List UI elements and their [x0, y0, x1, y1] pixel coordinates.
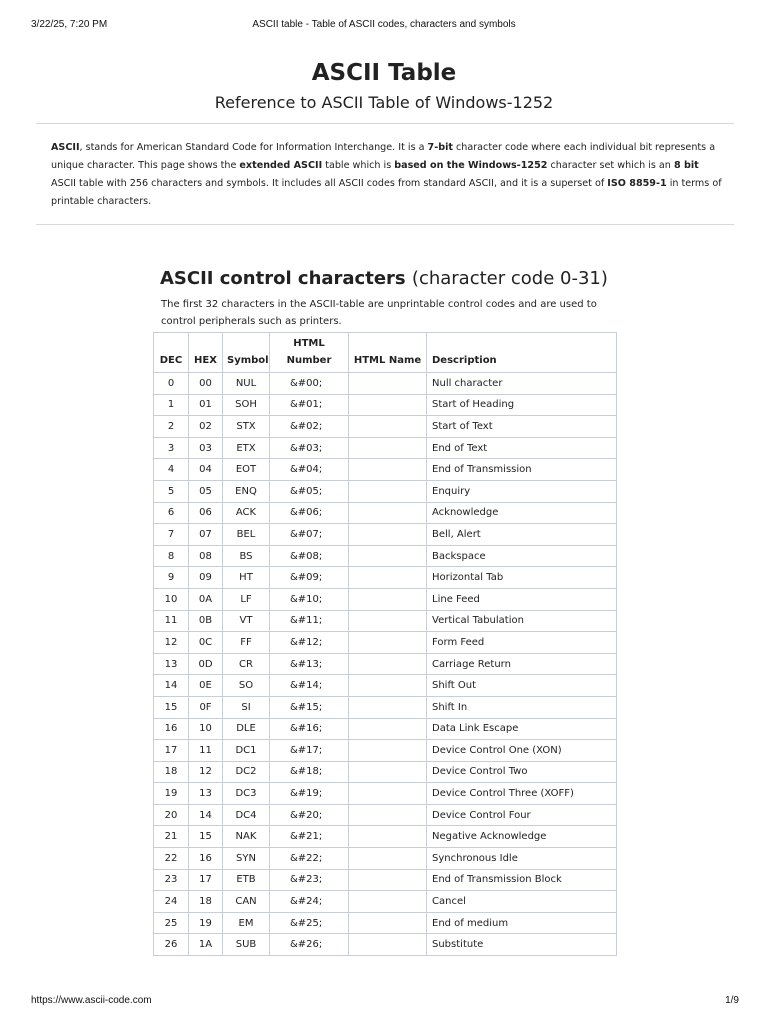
cell-symbol: SYN: [223, 848, 270, 870]
cell-hex: 04: [189, 459, 223, 481]
intro-text-5: ASCII table with 256 characters and symbols. It includes all ASCII codes from standard ASCII, and it is a superset of: [51, 178, 608, 189]
table-row: [154, 804, 617, 826]
cell-description: End of Text: [427, 437, 617, 459]
cell-description: Start of Text: [427, 416, 617, 438]
cell-description: Device Control Three (XOFF): [427, 783, 617, 805]
cell-hex: 10: [189, 718, 223, 740]
cell-hex: 09: [189, 567, 223, 589]
cell-symbol: DLE: [223, 718, 270, 740]
intro-ascii: ASCII: [51, 142, 80, 153]
cell-symbol: ETB: [223, 869, 270, 891]
cell-dec: 11: [154, 610, 189, 632]
cell-html-name: [349, 459, 427, 481]
cell-dec: 13: [154, 653, 189, 675]
table-row: [154, 459, 617, 481]
cell-description: Negative Acknowledge: [427, 826, 617, 848]
cell-symbol: SUB: [223, 934, 270, 956]
cell-hex: 0D: [189, 653, 223, 675]
cell-hex: 07: [189, 524, 223, 546]
cell-dec: 15: [154, 696, 189, 718]
cell-dec: 21: [154, 826, 189, 848]
column-header-html-name: HTML Name: [349, 333, 427, 373]
cell-description: Carriage Return: [427, 653, 617, 675]
cell-html-number: &#01;: [270, 394, 349, 416]
cell-dec: 12: [154, 632, 189, 654]
table-row: [154, 653, 617, 675]
cell-html-name: [349, 675, 427, 697]
cell-html-name: [349, 718, 427, 740]
cell-dec: 17: [154, 740, 189, 762]
table-row: [154, 826, 617, 848]
cell-dec: 19: [154, 783, 189, 805]
cell-hex: 0C: [189, 632, 223, 654]
cell-symbol: DC2: [223, 761, 270, 783]
cell-hex: 14: [189, 804, 223, 826]
cell-description: Enquiry: [427, 480, 617, 502]
table-row: [154, 480, 617, 502]
cell-hex: 1A: [189, 934, 223, 956]
cell-html-number: &#14;: [270, 675, 349, 697]
cell-html-number: &#23;: [270, 869, 349, 891]
table-row: [154, 740, 617, 762]
cell-hex: 02: [189, 416, 223, 438]
cell-hex: 00: [189, 373, 223, 395]
cell-dec: 25: [154, 912, 189, 934]
cell-description: Device Control Two: [427, 761, 617, 783]
table-row: [154, 416, 617, 438]
cell-dec: 14: [154, 675, 189, 697]
cell-dec: 6: [154, 502, 189, 524]
intro-8bit: 8 bit: [673, 160, 699, 171]
cell-hex: 08: [189, 545, 223, 567]
cell-html-name: [349, 567, 427, 589]
cell-html-number: &#06;: [270, 502, 349, 524]
cell-html-number: &#12;: [270, 632, 349, 654]
cell-hex: 13: [189, 783, 223, 805]
cell-description: Bell, Alert: [427, 524, 617, 546]
cell-symbol: ENQ: [223, 480, 270, 502]
divider: [36, 123, 734, 124]
table-row: [154, 502, 617, 524]
table-row: [154, 610, 617, 632]
cell-symbol: FF: [223, 632, 270, 654]
table-row: [154, 761, 617, 783]
cell-html-name: [349, 588, 427, 610]
cell-hex: 18: [189, 891, 223, 913]
cell-html-name: [349, 912, 427, 934]
cell-symbol: DC4: [223, 804, 270, 826]
cell-dec: 26: [154, 934, 189, 956]
cell-html-number: &#18;: [270, 761, 349, 783]
cell-html-number: &#17;: [270, 740, 349, 762]
cell-dec: 20: [154, 804, 189, 826]
cell-description: Line Feed: [427, 588, 617, 610]
cell-html-name: [349, 545, 427, 567]
intro-text-6: in terms of printable characters.: [51, 178, 722, 207]
cell-hex: 0A: [189, 588, 223, 610]
table-row: [154, 567, 617, 589]
cell-html-name: [349, 524, 427, 546]
cell-description: Horizontal Tab: [427, 567, 617, 589]
cell-html-name: [349, 826, 427, 848]
cell-html-number: &#08;: [270, 545, 349, 567]
cell-description: Device Control Four: [427, 804, 617, 826]
cell-html-name: [349, 740, 427, 762]
cell-hex: 05: [189, 480, 223, 502]
cell-html-number: &#04;: [270, 459, 349, 481]
cell-symbol: NUL: [223, 373, 270, 395]
cell-symbol: EOT: [223, 459, 270, 481]
cell-html-number: &#05;: [270, 480, 349, 502]
column-header-description: Description: [427, 333, 617, 373]
cell-html-number: &#09;: [270, 567, 349, 589]
table-row: [154, 783, 617, 805]
cell-description: Null character: [427, 373, 617, 395]
table-row: [154, 524, 617, 546]
table-row: [154, 912, 617, 934]
cell-hex: 16: [189, 848, 223, 870]
cell-html-name: [349, 632, 427, 654]
cell-dec: 2: [154, 416, 189, 438]
cell-description: Substitute: [427, 934, 617, 956]
cell-symbol: VT: [223, 610, 270, 632]
table-row: [154, 545, 617, 567]
cell-html-number: &#20;: [270, 804, 349, 826]
cell-html-number: &#21;: [270, 826, 349, 848]
cell-dec: 23: [154, 869, 189, 891]
cell-dec: 18: [154, 761, 189, 783]
cell-dec: 24: [154, 891, 189, 913]
cell-dec: 10: [154, 588, 189, 610]
page-title: ASCII Table: [311, 60, 457, 86]
cell-html-name: [349, 761, 427, 783]
section-title-range: (character code 0-31): [411, 268, 608, 289]
intro-extended: extended ASCII: [239, 160, 323, 171]
cell-html-name: [349, 480, 427, 502]
table-row: [154, 696, 617, 718]
cell-description: Start of Heading: [427, 394, 617, 416]
table-row: [154, 437, 617, 459]
cell-dec: 7: [154, 524, 189, 546]
cell-html-name: [349, 394, 427, 416]
cell-dec: 8: [154, 545, 189, 567]
column-header-hex: HEX: [189, 333, 223, 373]
cell-description: Shift Out: [427, 675, 617, 697]
cell-html-number: &#19;: [270, 783, 349, 805]
page-subtitle: Reference to ASCII Table of Windows-1252: [214, 93, 554, 112]
table-row: [154, 373, 617, 395]
table-row: [154, 588, 617, 610]
cell-symbol: SO: [223, 675, 270, 697]
cell-description: Synchronous Idle: [427, 848, 617, 870]
intro-text-1: , stands for American Standard Code for Information Interchange. It is a: [79, 142, 428, 153]
cell-description: End of Transmission: [427, 459, 617, 481]
cell-dec: 22: [154, 848, 189, 870]
cell-html-number: &#00;: [270, 373, 349, 395]
cell-dec: 5: [154, 480, 189, 502]
intro-text-4: character set which is an: [547, 160, 674, 171]
section-description: The first 32 characters in the ASCII-table are unprintable control codes and are used to control peripherals such as printers.: [161, 299, 597, 327]
print-url: https://www.ascii-code.com: [31, 995, 152, 1006]
column-header-html-number: HTML Number: [270, 333, 349, 373]
table-row: [154, 718, 617, 740]
cell-hex: 15: [189, 826, 223, 848]
cell-description: End of medium: [427, 912, 617, 934]
cell-html-number: &#10;: [270, 588, 349, 610]
cell-hex: 11: [189, 740, 223, 762]
cell-html-number: &#15;: [270, 696, 349, 718]
column-header-dec: DEC: [154, 333, 189, 373]
cell-html-name: [349, 848, 427, 870]
cell-description: Device Control One (XON): [427, 740, 617, 762]
cell-html-name: [349, 869, 427, 891]
cell-html-name: [349, 416, 427, 438]
cell-symbol: CAN: [223, 891, 270, 913]
cell-description: End of Transmission Block: [427, 869, 617, 891]
cell-symbol: LF: [223, 588, 270, 610]
cell-description: Data Link Escape: [427, 718, 617, 740]
cell-description: Acknowledge: [427, 502, 617, 524]
cell-html-number: &#13;: [270, 653, 349, 675]
cell-dec: 3: [154, 437, 189, 459]
cell-hex: 06: [189, 502, 223, 524]
cell-hex: 0F: [189, 696, 223, 718]
cell-symbol: EM: [223, 912, 270, 934]
intro-iso: ISO 8859-1: [607, 178, 667, 189]
table-row: [154, 394, 617, 416]
cell-description: Form Feed: [427, 632, 617, 654]
cell-html-name: [349, 610, 427, 632]
intro-7bit: 7-bit: [427, 142, 453, 153]
cell-html-number: &#07;: [270, 524, 349, 546]
cell-description: Backspace: [427, 545, 617, 567]
cell-html-name: [349, 891, 427, 913]
print-datetime: 3/22/25, 7:20 PM: [31, 19, 108, 30]
table-header-row: [154, 333, 617, 373]
table-row: [154, 934, 617, 956]
cell-html-name: [349, 373, 427, 395]
cell-html-number: &#25;: [270, 912, 349, 934]
intro-paragraph: [51, 139, 723, 211]
column-header-symbol: Symbol: [223, 333, 270, 373]
cell-html-number: &#22;: [270, 848, 349, 870]
cell-hex: 0E: [189, 675, 223, 697]
cell-html-name: [349, 437, 427, 459]
cell-dec: 0: [154, 373, 189, 395]
cell-symbol: DC3: [223, 783, 270, 805]
cell-dec: 4: [154, 459, 189, 481]
cell-html-number: &#03;: [270, 437, 349, 459]
cell-dec: 9: [154, 567, 189, 589]
cell-html-number: &#16;: [270, 718, 349, 740]
cell-symbol: ETX: [223, 437, 270, 459]
cell-symbol: BEL: [223, 524, 270, 546]
ascii-control-table: [153, 332, 617, 956]
cell-symbol: SOH: [223, 394, 270, 416]
table-row: [154, 675, 617, 697]
cell-html-number: &#02;: [270, 416, 349, 438]
cell-description: Cancel: [427, 891, 617, 913]
cell-hex: 19: [189, 912, 223, 934]
page-number: 1/9: [725, 995, 739, 1006]
cell-html-name: [349, 783, 427, 805]
section-title-main: ASCII control characters: [160, 268, 406, 289]
table-row: [154, 869, 617, 891]
cell-html-name: [349, 804, 427, 826]
cell-symbol: SI: [223, 696, 270, 718]
cell-dec: 16: [154, 718, 189, 740]
cell-html-name: [349, 653, 427, 675]
print-document-title: ASCII table - Table of ASCII codes, characters and symbols: [252, 19, 516, 30]
cell-hex: 17: [189, 869, 223, 891]
cell-symbol: DC1: [223, 740, 270, 762]
intro-based: based on the Windows-1252: [394, 160, 548, 171]
cell-hex: 01: [189, 394, 223, 416]
cell-symbol: STX: [223, 416, 270, 438]
section-title: [160, 268, 608, 289]
divider: [36, 224, 734, 225]
cell-html-name: [349, 934, 427, 956]
table-row: [154, 891, 617, 913]
cell-dec: 1: [154, 394, 189, 416]
cell-hex: 0B: [189, 610, 223, 632]
cell-symbol: CR: [223, 653, 270, 675]
print-footer: [0, 992, 768, 1012]
cell-hex: 03: [189, 437, 223, 459]
cell-html-number: &#24;: [270, 891, 349, 913]
table-row: [154, 848, 617, 870]
intro-text-3: table which is: [322, 160, 395, 171]
cell-hex: 12: [189, 761, 223, 783]
cell-html-name: [349, 502, 427, 524]
cell-symbol: NAK: [223, 826, 270, 848]
cell-html-name: [349, 696, 427, 718]
cell-description: Shift In: [427, 696, 617, 718]
table-row: [154, 632, 617, 654]
cell-symbol: ACK: [223, 502, 270, 524]
cell-symbol: HT: [223, 567, 270, 589]
intro-text-2: character code where each individual bit represents a unique character. This page shows the: [51, 142, 716, 171]
cell-html-number: &#11;: [270, 610, 349, 632]
cell-symbol: BS: [223, 545, 270, 567]
print-header: [0, 0, 768, 30]
cell-description: Vertical Tabulation: [427, 610, 617, 632]
cell-html-number: &#26;: [270, 934, 349, 956]
